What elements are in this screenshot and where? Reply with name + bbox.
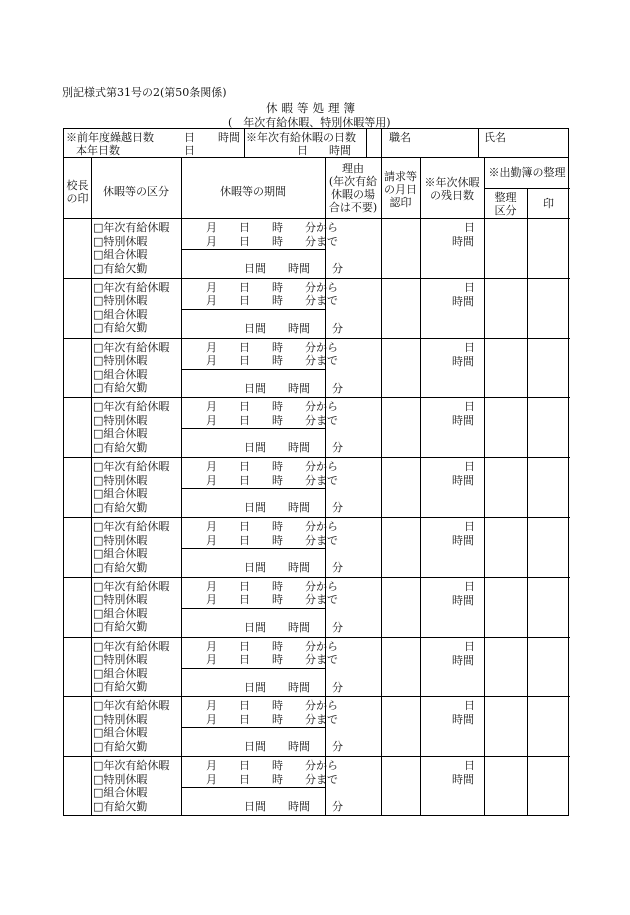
remaining-day-unit: 日 <box>464 699 475 713</box>
leave-category-checkbox[interactable]: □有給欠勤 <box>93 620 148 634</box>
remaining-day-unit: 日 <box>464 400 475 414</box>
carryover-hour-unit: 時間 <box>218 131 240 144</box>
remaining-hour-unit: 時間 <box>452 474 474 488</box>
remaining-day-unit: 日 <box>464 460 475 474</box>
leave-category-checkbox[interactable]: □特別休暇 <box>93 294 148 308</box>
remaining-day-unit: 日 <box>464 579 475 593</box>
leave-category-checkbox[interactable]: □年次有給休暇 <box>93 699 170 713</box>
leave-category-checkbox[interactable]: □特別休暇 <box>93 234 148 248</box>
period-total: 日間 時間 分 <box>244 620 343 634</box>
remaining-day-unit: 日 <box>464 340 475 354</box>
leave-category-checkbox[interactable]: □組合休暇 <box>93 547 148 560</box>
leave-category-checkbox[interactable]: □特別休暇 <box>93 772 148 786</box>
period-total: 日間 時間 分 <box>244 680 343 694</box>
period-from: 月 日 時 分から <box>206 579 338 593</box>
period-total: 日間 時間 分 <box>244 800 343 814</box>
leave-category-checkbox[interactable]: □年次有給休暇 <box>93 639 170 653</box>
period-to: 月 日 時 分まで <box>206 593 338 607</box>
leave-category-checkbox[interactable]: □組合休暇 <box>93 427 148 441</box>
remaining-hour-unit: 時間 <box>452 593 474 607</box>
period-to: 月 日 時 分まで <box>206 533 338 547</box>
classification-header: 整理 区分 <box>494 191 517 217</box>
leave-category-checkbox[interactable]: □有給欠勤 <box>93 739 148 753</box>
remaining-day-unit: 日 <box>464 759 475 773</box>
remaining-hour-unit: 時間 <box>452 653 474 667</box>
leave-category-checkbox[interactable]: □年次有給休暇 <box>93 460 170 474</box>
period-from: 月 日 時 分から <box>206 759 338 773</box>
period-to: 月 日 時 分まで <box>206 772 338 786</box>
period-to: 月 日 時 分まで <box>206 653 338 667</box>
leave-category-checkbox[interactable]: □特別休暇 <box>93 712 148 726</box>
leave-category-checkbox[interactable]: □有給欠勤 <box>93 560 148 574</box>
leave-category-checkbox[interactable]: □年次有給休暇 <box>93 280 170 294</box>
requester-seal-header: 請求等 の月日 認印 <box>384 170 417 209</box>
name-label: 氏名 <box>484 131 506 144</box>
form-title: 休暇等処理簿 <box>266 101 359 115</box>
period-from: 月 日 時 分から <box>206 400 338 414</box>
remaining-day-unit: 日 <box>464 639 475 653</box>
remaining-day-unit: 日 <box>464 221 475 234</box>
leave-category-checkbox[interactable]: □特別休暇 <box>93 473 148 487</box>
remaining-hour-unit: 時間 <box>452 534 474 547</box>
leave-category-checkbox[interactable]: □組合休暇 <box>93 487 148 501</box>
leave-category-checkbox[interactable]: □組合休暇 <box>93 367 148 381</box>
leave-category-checkbox[interactable]: □年次有給休暇 <box>93 340 170 354</box>
leave-category-checkbox[interactable]: □年次有給休暇 <box>93 221 170 234</box>
leave-category-checkbox[interactable]: □有給欠勤 <box>93 381 148 395</box>
period-from: 月 日 時 分から <box>206 221 338 234</box>
form-subtitle: ( 年次有給休暇、特別休暇等用) <box>228 116 391 129</box>
period-total: 日間 時間 分 <box>244 740 343 754</box>
leave-category-checkbox[interactable]: □特別休暇 <box>93 533 148 547</box>
period-to: 月 日 時 分まで <box>206 234 338 248</box>
period-to: 月 日 時 分まで <box>206 294 338 308</box>
leave-category-checkbox[interactable]: □組合休暇 <box>93 606 148 620</box>
leave-record-table <box>63 158 569 816</box>
register-seal-header: 印 <box>543 197 554 210</box>
remaining-hour-unit: 時間 <box>452 414 474 428</box>
period-from: 月 日 時 分から <box>206 639 338 653</box>
period-from: 月 日 時 分から <box>206 520 338 533</box>
remaining-hour-unit: 時間 <box>452 354 474 368</box>
leave-category-checkbox[interactable]: □年次有給休暇 <box>93 520 170 533</box>
leave-category-checkbox[interactable]: □年次有給休暇 <box>93 579 170 593</box>
period-to: 月 日 時 分まで <box>206 473 338 487</box>
leave-category-checkbox[interactable]: □有給欠勤 <box>93 680 148 694</box>
period-to: 月 日 時 分まで <box>206 413 338 427</box>
leave-category-checkbox[interactable]: □有給欠勤 <box>93 321 148 335</box>
remaining-hour-unit: 時間 <box>452 773 474 787</box>
paid-leave-day-unit: 日 <box>297 144 308 157</box>
period-total: 日間 時間 分 <box>244 441 343 455</box>
carryover-days-label: ※前年度繰越日数 <box>66 131 154 144</box>
leave-category-checkbox[interactable]: □年次有給休暇 <box>93 400 170 414</box>
leave-category-header: 休暇等の区分 <box>103 185 169 198</box>
leave-category-checkbox[interactable]: □有給欠勤 <box>93 261 148 275</box>
reason-header: 理由 (年次有給 休暇の場 合は不要) <box>328 162 378 214</box>
leave-category-checkbox[interactable]: □組合休暇 <box>93 666 148 680</box>
position-label: 職名 <box>389 131 411 144</box>
period-from: 月 日 時 分から <box>206 340 338 354</box>
period-total: 日間 時間 分 <box>244 381 343 395</box>
remaining-hour-unit: 時間 <box>452 235 474 248</box>
leave-category-checkbox[interactable]: □組合休暇 <box>93 248 148 261</box>
period-to: 月 日 時 分まで <box>206 354 338 368</box>
period-total: 日間 時間 分 <box>244 501 343 515</box>
form-code: 別記様式第31号の2(第50条関係) <box>62 86 227 99</box>
remaining-hour-unit: 時間 <box>452 713 474 727</box>
leave-category-checkbox[interactable]: □特別休暇 <box>93 593 148 607</box>
leave-category-checkbox[interactable]: □有給欠勤 <box>93 799 148 813</box>
leave-category-checkbox[interactable]: □年次有給休暇 <box>93 759 170 773</box>
remaining-day-unit: 日 <box>464 520 475 533</box>
current-days-label: 本年日数 <box>76 144 120 157</box>
current-day-unit: 日 <box>184 144 195 157</box>
leave-category-checkbox[interactable]: □組合休暇 <box>93 786 148 800</box>
paid-leave-days-label: ※年次有給休暇の日数 <box>246 131 356 144</box>
period-from: 月 日 時 分から <box>206 280 338 294</box>
carryover-day-unit: 日 <box>184 131 195 144</box>
period-from: 月 日 時 分から <box>206 699 338 713</box>
principal-seal-header: 校長 の印 <box>66 179 89 205</box>
period-total: 日間 時間 分 <box>244 561 343 574</box>
remaining-day-unit: 日 <box>464 280 475 294</box>
leave-category-checkbox[interactable]: □組合休暇 <box>93 726 148 740</box>
period-total: 日間 時間 分 <box>244 262 343 275</box>
leave-category-checkbox[interactable]: □組合休暇 <box>93 307 148 321</box>
leave-category-checkbox[interactable]: □有給欠勤 <box>93 440 148 454</box>
paid-leave-hour-unit: 時間 <box>329 144 351 157</box>
leave-category-checkbox[interactable]: □特別休暇 <box>93 653 148 667</box>
leave-category-checkbox[interactable]: □特別休暇 <box>93 413 148 427</box>
period-from: 月 日 時 分から <box>206 460 338 474</box>
header-table <box>63 128 569 158</box>
leave-category-checkbox[interactable]: □特別休暇 <box>93 354 148 368</box>
leave-category-checkbox[interactable]: □有給欠勤 <box>93 500 148 514</box>
period-total: 日間 時間 分 <box>244 321 343 335</box>
period-to: 月 日 時 分まで <box>206 712 338 726</box>
attendance-register-header: ※出勤簿の整理 <box>488 166 566 179</box>
remaining-days-header: ※年次休暇 の残日数 <box>424 176 480 202</box>
leave-period-header: 休暇等の期間 <box>220 185 286 198</box>
remaining-hour-unit: 時間 <box>452 294 474 308</box>
